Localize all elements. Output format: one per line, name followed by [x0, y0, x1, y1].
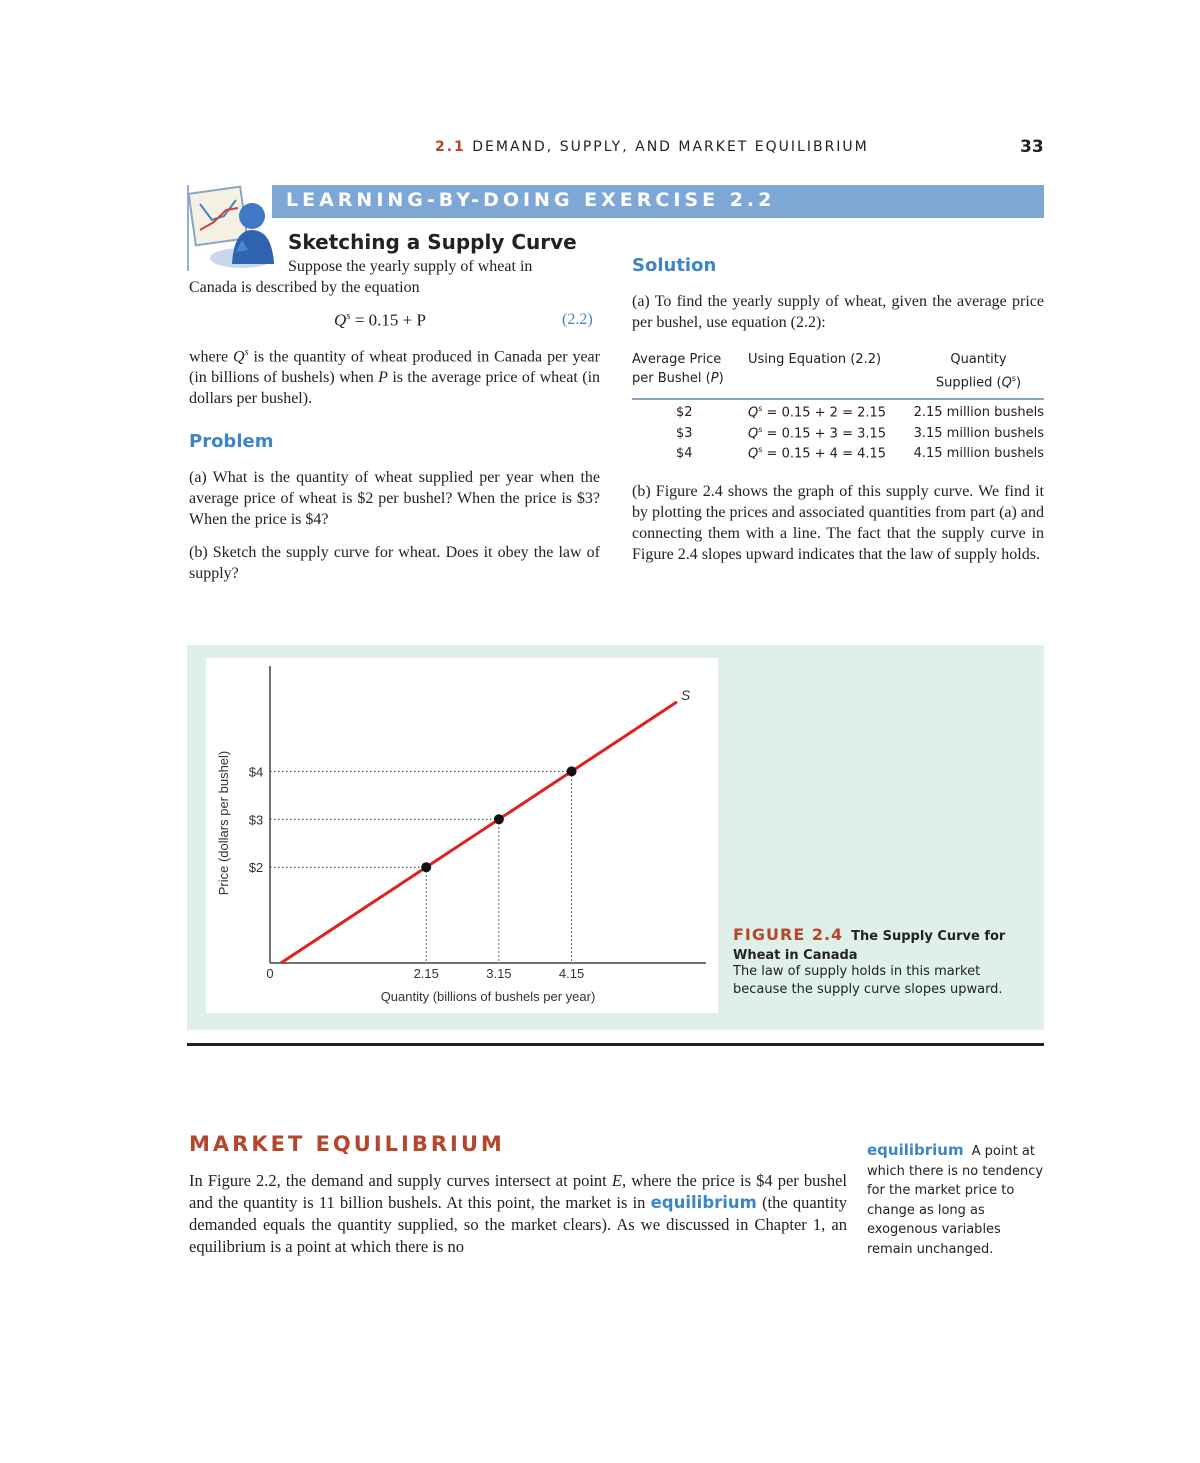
where-paragraph: where $Q^s$ is the quantity of wheat produced in Canada per year (in billions of bushels) when P is the average price of wheat (in dollars per bushel). [189, 347, 601, 408]
supply-equation: $Q^s = 0.15 + P$ [334, 310, 426, 330]
x-tick-label: 2.15 [413, 966, 439, 981]
origin-label: 0 [266, 966, 274, 981]
solution-heading: Solution [632, 255, 717, 276]
col-quantity-header: Quantity Supplied $(Q^s)$ [935, 352, 1022, 391]
exercise-title: Sketching a Supply Curve [288, 230, 577, 254]
problem-heading: Problem [189, 431, 274, 452]
x-axis-label: Quantity (billions of bushels per year) [380, 989, 596, 1004]
solution-a: (a) To find the yearly supply of wheat, given the average price per bushel, use equation (2.2): [632, 293, 1044, 331]
exercise-thumbnail-icon [186, 180, 276, 272]
x-tick-label: 4.15 [558, 966, 585, 981]
x-tick-label: 3.15 [486, 966, 512, 981]
solution-b: (b) Figure 2.4 shows the graph of this supply curve. We find it by plotting the prices and associated quantities from part (a) and connecting them with a line. The fact that the supply curve in Figure 2.4 slopes upward indicates that the law of supply holds. [632, 483, 1044, 563]
market-equilibrium-body: In Figure 2.2, the demand and supply curves intersect at point E, where the price is $4 per bushel and the quantity is 11 billion bushels. At this point, the market is in equilibrium (the quantity demanded equals the quantity supplied, so the market clears). As we discussed in Chapter 1, an equilibrium is a point at which there is no [189, 1171, 847, 1256]
equation-number: (2.2) [562, 311, 593, 328]
supply-curve-line [281, 702, 677, 963]
exercise-banner: LEARNING-BY-DOING EXERCISE 2.2 [272, 185, 1044, 218]
col-equation-header: Using Equation (2.2) [748, 352, 882, 367]
section-title: DEMAND, SUPPLY, AND MARKET EQUILIBRIUM [472, 139, 869, 155]
figure-caption-body: The law of supply holds in this market because the supply curve slopes upward. [733, 964, 1003, 997]
data-point [421, 862, 431, 872]
curve-label-s: S [680, 686, 691, 703]
supply-curve-chart [206, 658, 718, 1013]
page-number: 33 [1020, 137, 1044, 157]
figure-title: The Supply Curve for Wheat in Canada [733, 929, 1006, 963]
glossary-note [867, 1141, 1045, 1259]
figure-number: FIGURE 2.4 [733, 925, 844, 944]
section-rule [187, 1043, 1044, 1046]
running-head [435, 139, 869, 155]
table-row: $4 $Q^s = 0.15 + 4 = 4.15$ 4.15 million bushels [676, 445, 1044, 462]
market-equilibrium-heading: MARKET EQUILIBRIUM [189, 1132, 505, 1156]
section-number: 2.1 [435, 139, 466, 155]
equilibrium-keyword: equilibrium [650, 1193, 757, 1212]
glossary-definition: A point at which there is no tendency for the market price to change as long as exogenous variables remain unchanged. [867, 1144, 1044, 1257]
y-tick-label: $4 [248, 764, 264, 780]
data-point [494, 814, 504, 824]
y-axis-label: Price (dollars per bushel) [216, 750, 231, 896]
table-row: $2 $Q^s = 0.15 + 2 = 2.15$ 2.15 million bushels [676, 404, 1044, 421]
glossary-term: equilibrium [867, 1141, 964, 1159]
solution-table [632, 350, 1044, 464]
y-tick-label: $2 [248, 860, 264, 876]
col-price-header: Average Price per Bushel (P) [632, 352, 724, 386]
figure-caption-title [733, 925, 1033, 965]
data-point [567, 766, 577, 776]
y-tick-label: $3 [248, 812, 264, 828]
problem-a: (a) What is the quantity of wheat supplied per year when the average price of wheat is $2 per bushel? When the price is $3? When the price is $4? [189, 469, 600, 528]
table-row: $3 $Q^s = 0.15 + 3 = 3.15$ 3.15 million bushels [676, 424, 1044, 442]
intro-line-1: Suppose the yearly supply of wheat in [288, 258, 533, 275]
problem-b: (b) Sketch the supply curve for wheat. Does it obey the law of supply? [189, 544, 600, 582]
intro-line-2: Canada is described by the equation [189, 279, 420, 296]
